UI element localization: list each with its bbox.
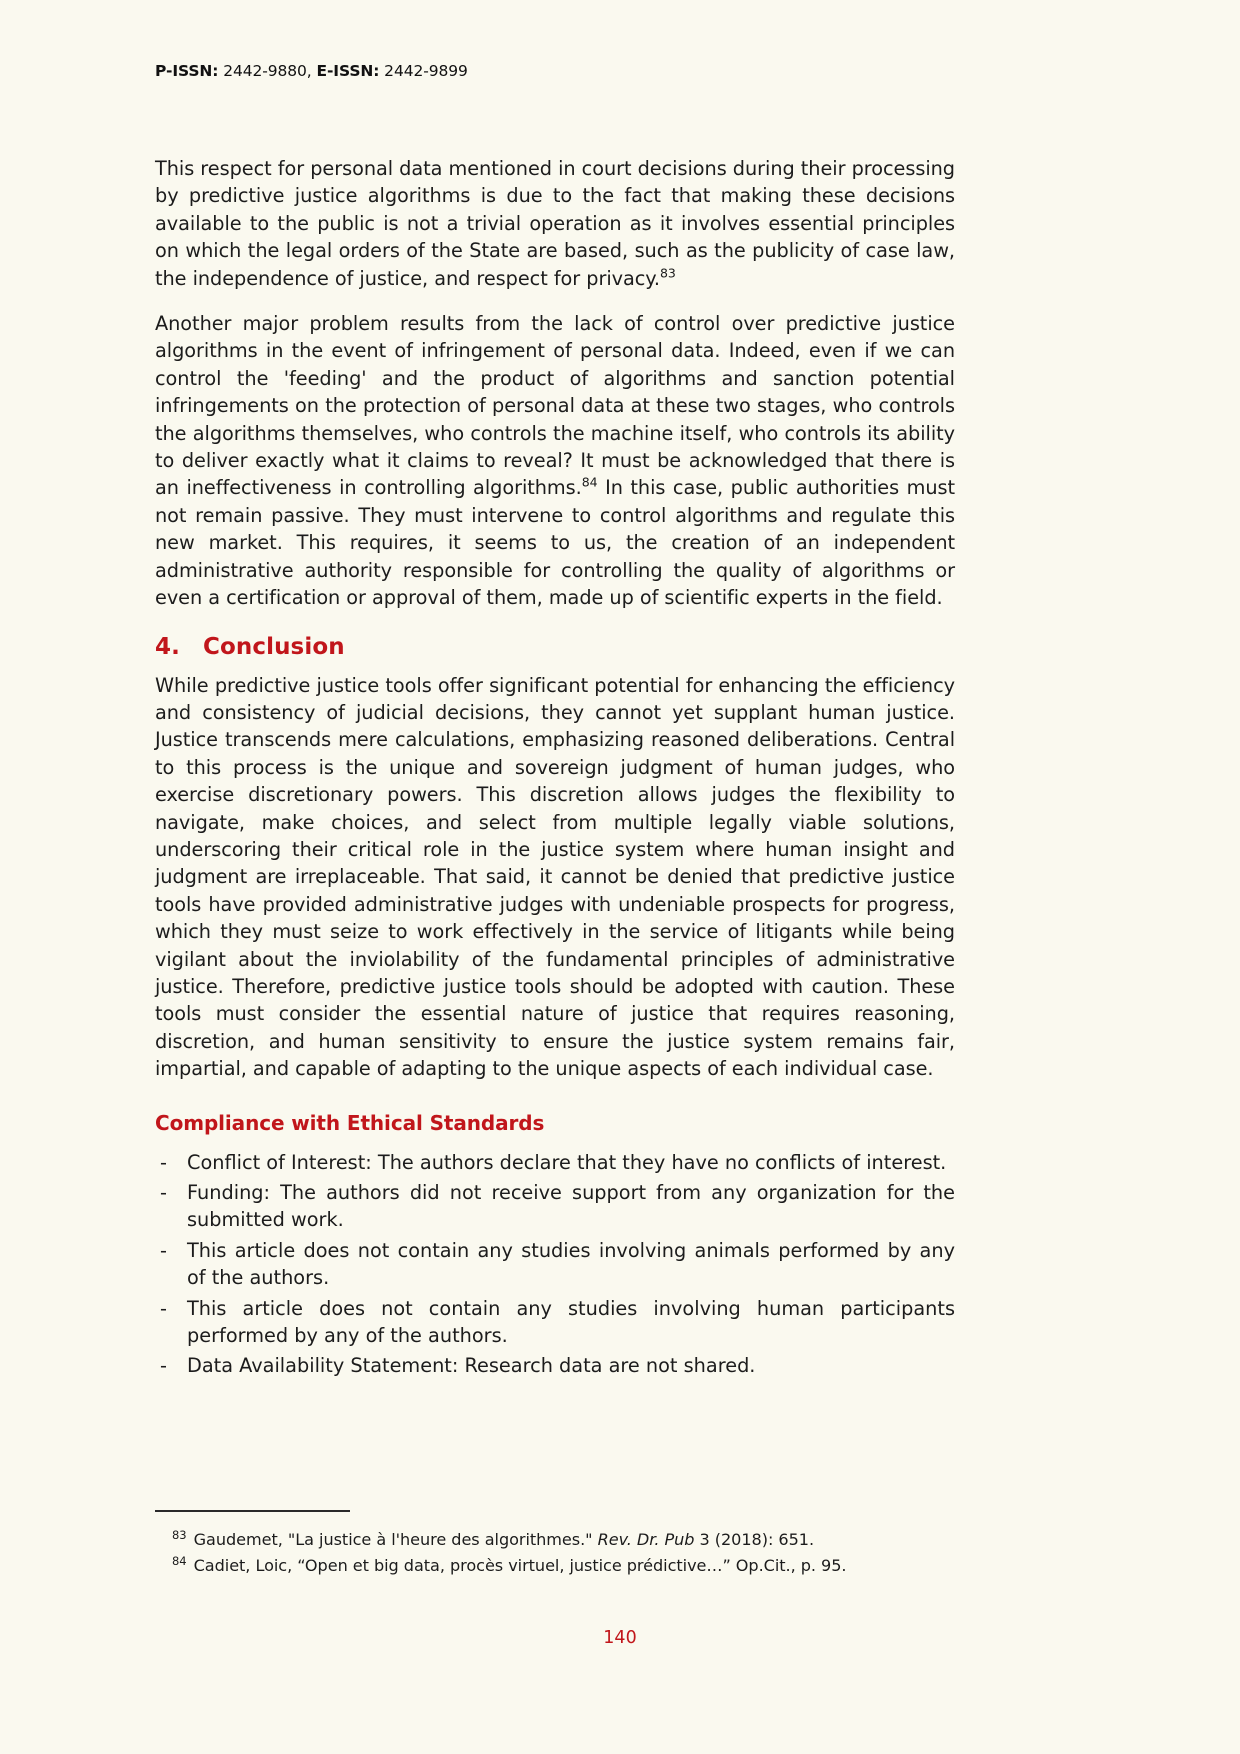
footnote-ref-84[interactable]: 84	[581, 475, 598, 491]
bullet-dash-icon: -	[160, 1238, 167, 1262]
paragraph-2-text-b: In this case, public authorities must not remain passive. They must intervene to control algorithms and regulate this new market. This requires, it seems to us, the creation of an independent administrative authority responsible for controlling the quality of algorithms or even a certification or approval of them, made up of scientific experts in the field.	[155, 476, 955, 610]
footnote-83	[172, 1527, 962, 1553]
e-issn-label: E-ISSN:	[316, 62, 380, 80]
p-issn-label: P-ISSN:	[155, 62, 219, 80]
section-heading-conclusion	[155, 634, 955, 660]
subheading-compliance-ethical-standards: Compliance with Ethical Standards	[155, 1110, 545, 1135]
footnote-ref-83[interactable]: 83	[660, 265, 676, 281]
page-number: 140	[603, 1628, 637, 1648]
bullet-dash-icon: -	[160, 1181, 167, 1204]
bullet-dash-icon: -	[160, 1296, 167, 1320]
footnote-separator	[155, 1510, 350, 1512]
list-item	[155, 1295, 955, 1350]
footnotes-region	[172, 1527, 962, 1579]
footnote-text-after: 3 (2018): 651.	[694, 1530, 815, 1549]
list-item-label: Funding: The authors did not receive support from any organization for the submitted work.	[187, 1181, 955, 1232]
footnote-marker: 84	[172, 1553, 187, 1568]
list-item-label: This article does not contain any studies involving animals performed by any of the authors.	[187, 1238, 955, 1290]
footnote-text-before: Gaudemet, "La justice à l'heure des algorithmes."	[188, 1530, 598, 1549]
paragraph-lack-of-control	[155, 310, 955, 611]
list-item	[155, 1352, 955, 1379]
footnote-journal-title: Rev. Dr. Pub	[597, 1530, 695, 1549]
section-number: 4.	[155, 633, 180, 660]
paragraph-conclusion-body: While predictive justice tools offer significant potential for enhancing the efficiency and consistency of judicial decisions, they cannot yet supplant human justice. Justice transcends mere calculations, emphasizing reasoned deliberations. Central to this process is the unique and sovereign judgment of human judges, who exercise discretionary powers. This discretion allows judges the flexibility to navigate, make choices, and select from multiple legally viable solutions, underscoring their critical role in the justice system where human insight and judgment are irreplaceable. That said, it cannot be denied that predictive justice tools have provided administrative judges with undeniable prospects for progress, which they must seize to work effectively in the service of litigants while being vigilant about the inviolability of the fundamental principles of administrative justice. Therefore, predictive justice tools should be adopted with caution. These tools must consider the essential nature of justice that requires reasoning, discretion, and human sensitivity to ensure the justice system remains fair, impartial, and capable of adapting to the unique aspects of each individual case.	[155, 673, 955, 1081]
list-item	[155, 1179, 955, 1234]
body-text-region	[155, 155, 955, 1383]
footnote-84	[172, 1553, 962, 1579]
paragraph-respect-personal-data	[155, 155, 955, 292]
paragraph-1-text: This respect for personal data mentioned in court decisions during their processing by predictive justice algorithms is due to the fact that making these decisions available to the public is not a trivial operation as it involves essential principles on which the legal orders of the State are based, such as the publicity of case law, the independence of justice, and respect for privacy.	[155, 157, 955, 290]
list-item-label: Data Availability Statement: Research data are not shared.	[187, 1354, 756, 1378]
bullet-dash-icon: -	[160, 1354, 167, 1378]
section-title: Conclusion	[203, 633, 345, 660]
list-item	[155, 1237, 955, 1292]
ethics-list	[155, 1149, 955, 1380]
footnote-marker: 83	[172, 1527, 187, 1542]
paragraph-2-text-a: Another major problem results from the lack of control over predictive justice algorithms in the event of infringement of personal data. Indeed, even if we can control the 'feeding' and the product of algorithms and sanction potential infringements on the protection of personal data at these two stages, who controls the algorithms themselves, who controls the machine itself, who controls its ability to deliver exactly what it claims to reveal? It must be acknowledged that there is an ineffectiveness in controlling algorithms.	[155, 312, 955, 500]
list-item	[155, 1149, 955, 1176]
bullet-dash-icon: -	[160, 1150, 167, 1174]
p-issn-value: 2442-9880,	[218, 62, 317, 80]
running-header	[155, 62, 955, 80]
e-issn-value: 2442-9899	[379, 62, 468, 80]
list-item-label: This article does not contain any studies involving human participants performed by any of the authors.	[187, 1296, 955, 1348]
footnote-text-before: Cadiet, Loic, “Open et big data, procès virtuel, justice prédictive…” Op.Cit., p. 95.	[188, 1556, 847, 1575]
list-item-label: Conflict of Interest: The authors declare that they have no conflicts of interest.	[187, 1150, 947, 1174]
